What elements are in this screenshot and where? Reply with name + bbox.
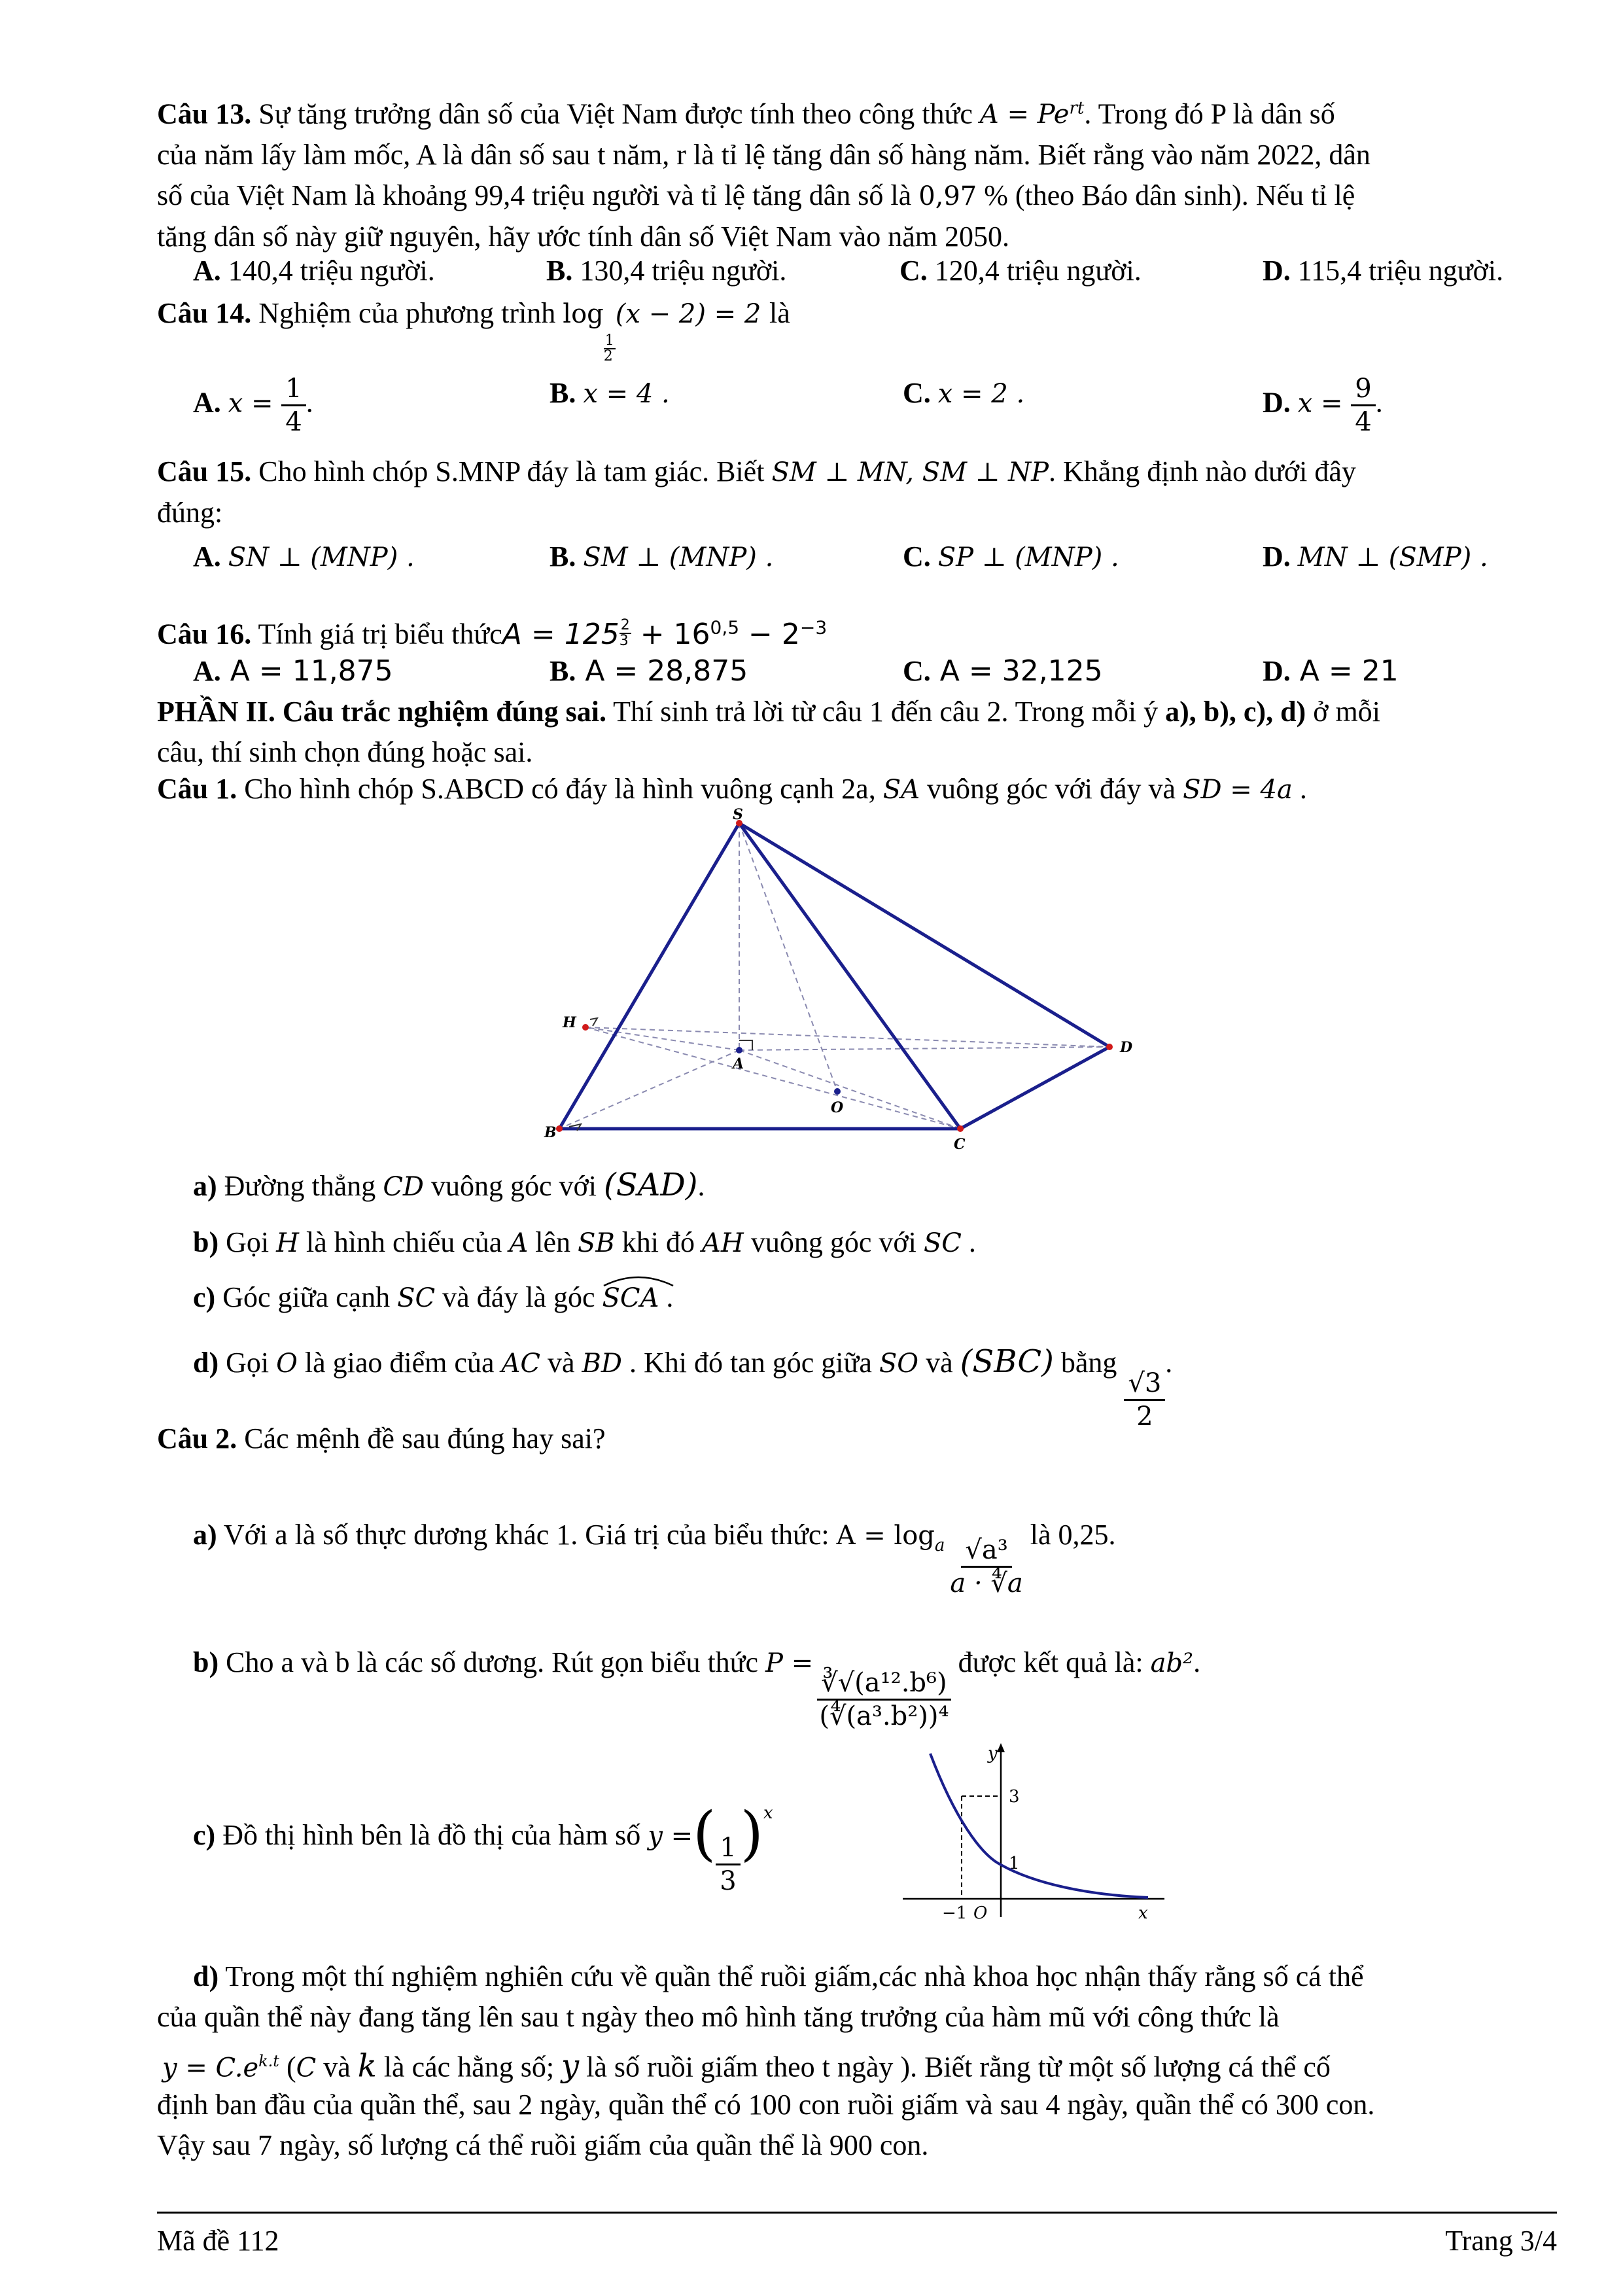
- question-13: Câu 13. Sự tăng trưởng dân số của Việt Nam được tính theo công thức $A = Pe^{rt}$. Trong đó P là dân số của năm lấy làm mốc, A là dân số sau t năm, r là tỉ lệ tăng dân số hàng năm. Biết rằng vào năm 2022, dân số của Việt Nam là khoảng 99,4 triệu người và tỉ lệ tăng dân số là 0,97 % (theo Báo dân sinh). Nếu tỉ lệ tăng dân số này giữ nguyên, hãy ước tính dân số Việt Nam vào năm 2050.: [157, 97, 1370, 253]
- question-16: Câu 16. Tính giá trị biểu thứcA = 125 $\frac{2}{3}$ + $16^{0,5} - 2^{-3}$: [157, 616, 828, 651]
- q13-label: Câu 13.: [157, 97, 252, 130]
- q14-option-d: D. x = $\frac{9}{4}$ .: [1263, 374, 1383, 437]
- q13-option-b: B. 130,4 triệu người.: [546, 255, 787, 287]
- label-d: D: [1120, 1039, 1133, 1056]
- point-c: [957, 1125, 964, 1132]
- point-d: [1106, 1044, 1113, 1050]
- c2-statement-c: c) Đồ thị hình bên là đồ thị của hàm số y =( $\frac{1}{3}$ )$^x$: [193, 1799, 773, 1896]
- q16-option-d: D. A = 21: [1263, 654, 1399, 688]
- q15-option-a: A. SN ⊥ (MNP) .: [193, 540, 415, 573]
- q14-equation: log $\frac{1}{2}$ (x − 2) = 2: [563, 299, 761, 364]
- edge-cd: [960, 1047, 1109, 1129]
- point-a: [736, 1047, 742, 1053]
- c1-statement-c: c) Góc giữa cạnh SC và đáy là góc SCA .: [157, 1277, 1557, 1318]
- label-s: S: [733, 806, 743, 823]
- q13-formula: $A = Pe^{rt}$: [979, 99, 1085, 130]
- c1-statement-a: a) Đường thẳng CD vuông góc với (SAD).: [193, 1167, 705, 1203]
- edge-ad: [739, 1047, 1109, 1050]
- edge-sc: [739, 823, 960, 1129]
- axis-label-x: x: [1138, 1903, 1148, 1923]
- axis-label-y: y: [988, 1744, 998, 1763]
- q16-options: [157, 651, 1557, 692]
- edge-sb: [559, 823, 739, 1129]
- q14-option-a: A. x = $\frac{1}{4}$ .: [193, 374, 313, 437]
- exponential-graph: [896, 1740, 1171, 1930]
- q14-option-b: B. x = 4 .: [550, 377, 670, 409]
- c1-stem: Câu 1. Cho hình chóp S.ABCD có đáy là hình vuông cạnh 2a, SA vuông góc với đáy và SD = 4a .: [157, 773, 1307, 805]
- y-axis-arrow: [997, 1743, 1005, 1752]
- diag-ac: [739, 1050, 960, 1129]
- point-o: [834, 1088, 841, 1095]
- c2-statement-a: a) Với a là số thực dương khác 1. Giá trị của biểu thức: $A = \log_a$ $\frac{\text{√a³}}{a \cdot ∜a}$ là 0,25.: [193, 1519, 1116, 1598]
- tick-3: 3: [1009, 1787, 1020, 1807]
- label-h: H: [563, 1014, 576, 1031]
- angle-sca: SCA: [602, 1278, 659, 1318]
- q16-expression: A = 125 $\frac{2}{3}$ + $16^{0,5} - 2^{-3}$: [502, 616, 828, 651]
- c2-statement-d: d) Trong một thí nghiệm nghiên cứu về quần thể ruồi giấm,các nhà khoa học nhận thấy rằng số cá thể của quần thể này đang tăng lên sau t ngày theo mô hình tăng trưởng của hàm mũ với công thức là $y = C.e^{k.t}$ (C và k là các hằng số; y là số ruồi giấm theo t ngày ). Biết rằng từ một số lượng cá thể cố định ban đầu của quần thể, sau 2 ngày, quần thể có 100 con ruồi giấm và sau 4 ngày, quần thể có 300 con. Vậy sau 7 ngày, số lượng cá thể ruồi giấm của quần thể là 900 con.: [157, 1960, 1375, 2161]
- tick-1: 1: [1009, 1854, 1020, 1873]
- angle-hat: [602, 1273, 674, 1287]
- footer-page-number: Trang 3/4: [1445, 2225, 1557, 2257]
- q15-option-b: B. SM ⊥ (MNP) .: [550, 540, 774, 573]
- q15-option-d: D. MN ⊥ (SMP) .: [1263, 540, 1488, 573]
- footer-exam-code: Mã đề 112: [157, 2225, 279, 2257]
- tick-minus-1: −1: [942, 1903, 968, 1923]
- right-angle-h: [590, 1018, 597, 1026]
- c1-statement-d: d) Gọi O là giao điểm của AC và BD . Khi đó tan góc giữa SO và (SBC) bằng $\frac{√3}{2}$ .: [193, 1343, 1173, 1432]
- pyramid-figure: [544, 806, 1145, 1157]
- q13-option-a: A. 140,4 triệu người.: [193, 255, 435, 287]
- curve: [930, 1754, 1148, 1898]
- seg-hc: [585, 1027, 960, 1129]
- part-2-header: PHẦN II. Câu trắc nghiệm đúng sai. Thí sinh trả lời từ câu 1 đến câu 2. Trong mỗi ý a), b), c), d) ở mỗi câu, thí sinh chọn đúng hoặc sai.: [157, 696, 1380, 768]
- c2-statement-b: b) Cho a và b là các số dương. Rút gọn biểu thức P = $\frac{\text{∛√(a¹².b⁶)}}{\text{(∜(a³.b²))⁴}}$ được kết quả là: ab².: [193, 1646, 1201, 1731]
- q16-option-a: A. A = 11,875: [193, 654, 393, 688]
- q14-options: [157, 373, 1557, 438]
- q15-option-c: C. SP ⊥ (MNP) .: [903, 540, 1119, 573]
- point-h: [582, 1024, 589, 1031]
- c2-stem: Câu 2. Các mệnh đề sau đúng hay sai?: [157, 1422, 606, 1455]
- q13-options: [157, 251, 1557, 291]
- diag-bd: [585, 1027, 1109, 1047]
- question-14: Câu 14. Nghiệm của phương trình log $\frac{1}{2}$ (x − 2) = 2 là: [157, 297, 790, 364]
- footer-rule: [157, 2212, 1557, 2214]
- label-b: B: [544, 1124, 557, 1141]
- seg-so: [739, 823, 837, 1091]
- q16-option-b: B. A = 28,875: [550, 654, 748, 688]
- q13-option-c: C. 120,4 triệu người.: [899, 255, 1142, 287]
- question-15: Câu 15. Cho hình chóp S.MNP đáy là tam giác. Biết SM ⊥ MN, SM ⊥ NP. Khẳng định nào dưới đây đúng:: [157, 455, 1356, 529]
- point-b: [556, 1125, 563, 1132]
- label-a: A: [733, 1055, 744, 1072]
- origin-label: O: [973, 1903, 988, 1923]
- label-o: O: [831, 1099, 844, 1116]
- edge-sd: [739, 823, 1109, 1047]
- c1-statement-b: b) Gọi H là hình chiếu của A lên SB khi đó AH vuông góc với SC .: [193, 1226, 976, 1258]
- label-c: C: [954, 1136, 966, 1153]
- q14-option-c: C. x = 2 .: [903, 377, 1025, 409]
- q16-option-c: C. A = 32,125: [903, 654, 1103, 688]
- q15-options: [157, 537, 1557, 577]
- q13-option-d: D. 115,4 triệu người.: [1263, 255, 1504, 287]
